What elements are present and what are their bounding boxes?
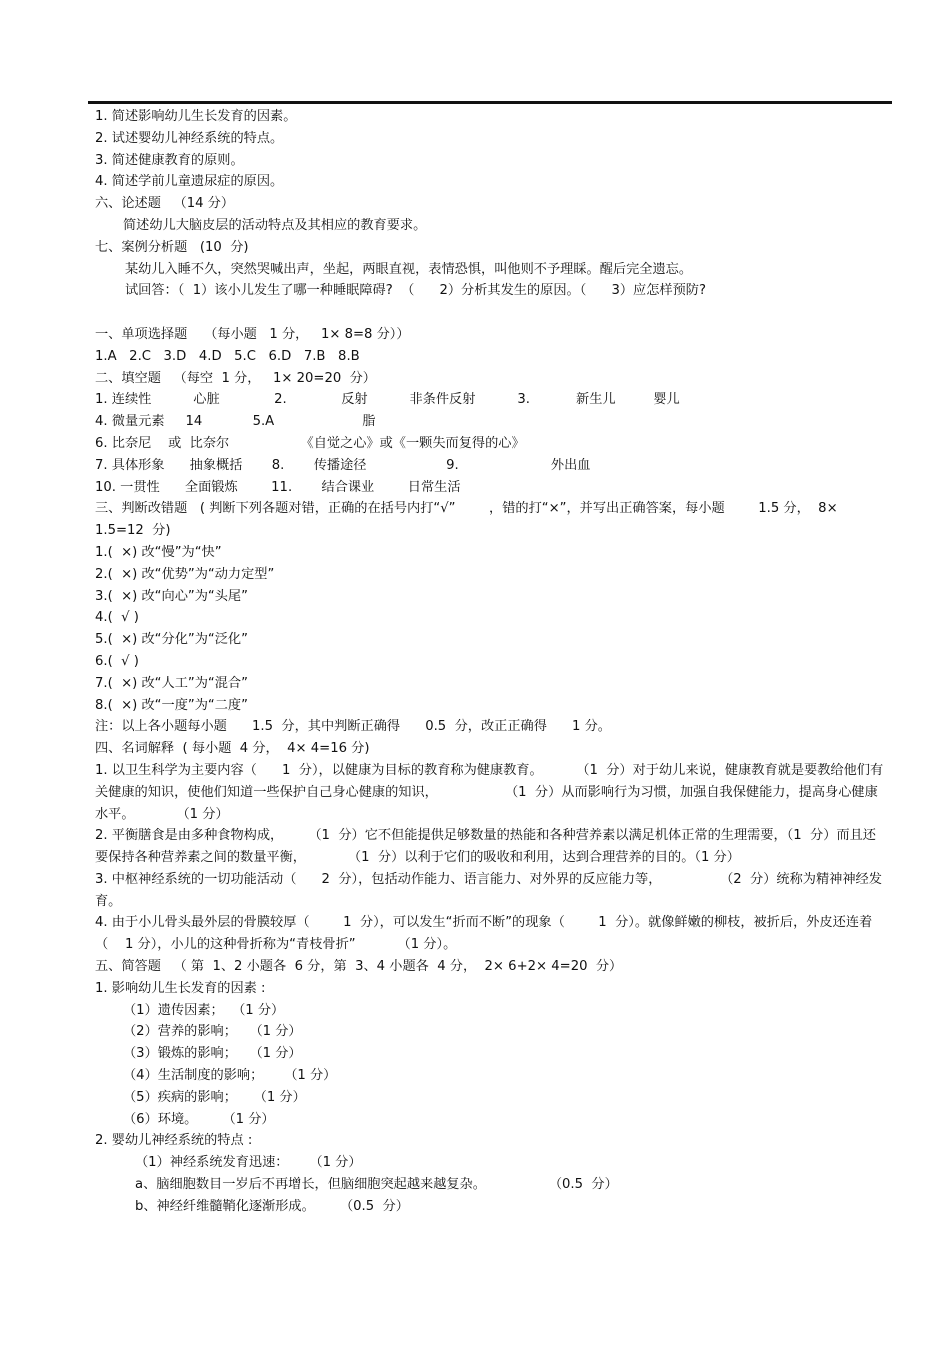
fill-answer-line: 6. 比奈尼 或 比奈尔 《自觉之心》或《一颗失而复得的心》 [95,435,525,451]
case-heading: 七、案例分析题 (10 分) [95,239,249,255]
section-heading-5: 五、简答题 （ 第 1、2 小题各 6 分，第 3、4 小题各 4 分， 2× 6+2× 4=20 分） [95,959,623,975]
fill-answer-line: 10. 一贯性 全面锻炼 11. 结合课业 日常生活 [95,479,461,495]
definition-answer: 2. 平衡膳食是由多种食物构成， （1 分）它不但能提供足够数量的热能和各种营养素以满足机体正常的生理需要，（1 分）而且还要保持各种营养素之间的数量平衡， （1 分）以利于它们的吸收和利用，达到合理营养的目的。（1 分） [95,828,876,866]
fill-answer-line: 7. 具体形象 抽象概括 8. 传播途径 9. 外出血 [95,457,591,473]
question-item: 2. 试述婴幼儿神经系统的特点。 [95,130,284,146]
judge-answer: 4.( √ ) [95,610,139,626]
essay-text: 简述幼儿大脑皮层的活动特点及其相应的教育要求。 [123,217,427,233]
definition-answer: 4. 由于小儿骨头最外层的骨膜较厚（ 1 分），可以发生“折而不断”的现象（ 1 分）。就像鲜嫩的柳枝，被折后，外皮还连着（ 1 分），小儿的这种骨折称为“青枝骨折” （1 分）。 [95,915,873,953]
judge-answer: 6.( √ ) [95,653,139,669]
judge-note: 注：以上各小题每小题 1.5 分，其中判断正确得 0.5 分，改正正确得 1 分。 [95,719,611,735]
question-item: 3. 简述健康教育的原则。 [95,152,244,168]
definition-answer: 1. 以卫生科学为主要内容（ 1 分），以健康为目标的教育称为健康教育。 （1 分）对于幼儿来说，健康教育就是要教给他们有关健康的知识，使他们知道一些保护自己身心健康的知识， （1 分）从而影响行为习惯，加强自我保健能力，提高身心健康水平。 （1 分） [95,762,884,822]
case-question: 试回答：（ 1）该小儿发生了哪一种睡眠障碍? （ 2）分析其发生的原因。（ 3）应怎样预防? [125,283,706,299]
question-item: 4. 简述学前儿童遗尿症的原因。 [95,174,284,190]
spacer [95,302,885,324]
short-answer-subpoint: b、神经纤维髓鞘化逐渐形成。 （0.5 分） [135,1198,409,1214]
section-heading-4: 四、名词解释 ( 每小题 4 分， 4× 4=16 分) [95,741,370,757]
section-heading-3: 三、判断改错题 ( 判断下列各题对错，正确的在括号内打“√” ，错的打“×”，并写出正确答案，每小题 1.5 分， 8× 1.5=12 分) [95,501,842,539]
fill-answer-line: 4. 微量元素 14 5.A 脂 [95,414,376,430]
short-answer-point: （1）遗传因素； （1 分） [123,1002,285,1018]
fill-answer-line: 1. 连续性 心脏 2. 反射 非条件反射 3. 新生儿 婴儿 [95,392,680,408]
short-answer-point: （3）锻炼的影响； （1 分） [123,1046,302,1062]
short-answer-point: （4）生活制度的影响； （1 分） [123,1068,337,1084]
section-heading-2: 二、填空题 （每空 1 分， 1× 20=20 分） [95,370,376,386]
top-rule [88,101,892,104]
judge-answer: 7.( ×) 改“人工”为“混合” [95,675,248,691]
short-answer-point: （5）疾病的影响； （1 分） [123,1089,306,1105]
judge-answer: 5.( ×) 改“分化”为“泛化” [95,632,248,648]
choice-answers: 1.A 2.C 3.D 4.D 5.C 6.D 7.B 8.B [95,348,360,364]
question-item: 1. 简述影响幼儿生长发育的因素。 [95,109,297,124]
judge-answer: 2.( ×) 改“优势”为“动力定型” [95,566,275,582]
section-heading-1: 一、单项选择题 （每小题 1 分， 1× 8=8 分）） [95,326,410,342]
short-answer-point: （2）营养的影响； （1 分） [123,1024,302,1040]
judge-answer: 8.( ×) 改“一度”为“二度” [95,697,248,713]
judge-answer: 1.( ×) 改“慢”为“快” [95,544,222,560]
short-answer-subpoint: a、脑细胞数目一岁后不再增长，但脑细胞突起越来越复杂。 （0.5 分） [135,1177,618,1193]
short-answer-point: （1）神经系统发育迅速： （1 分） [135,1155,362,1171]
essay-heading: 六、论述题 （14 分） [95,196,235,212]
definition-answer: 3. 中枢神经系统的一切功能活动（ 2 分），包括动作能力、语言能力、对外界的反应能力等， （2 分）统称为精神神经发育。 [95,871,882,909]
document-body [95,106,885,1218]
short-answer-point: （6）环境。 （1 分） [123,1111,275,1127]
short-answer-title: 1. 影响幼儿生长发育的因素 : [95,980,266,996]
case-text: 某幼儿入睡不久，突然哭喊出声，坐起，两眼直视，表情恐惧，叫他则不予理睬。醒后完全遗忘。 [125,261,693,277]
judge-answer: 3.( ×) 改“向心”为“头尾” [95,588,248,604]
short-answer-title: 2. 婴幼儿神经系统的特点 : [95,1133,253,1149]
